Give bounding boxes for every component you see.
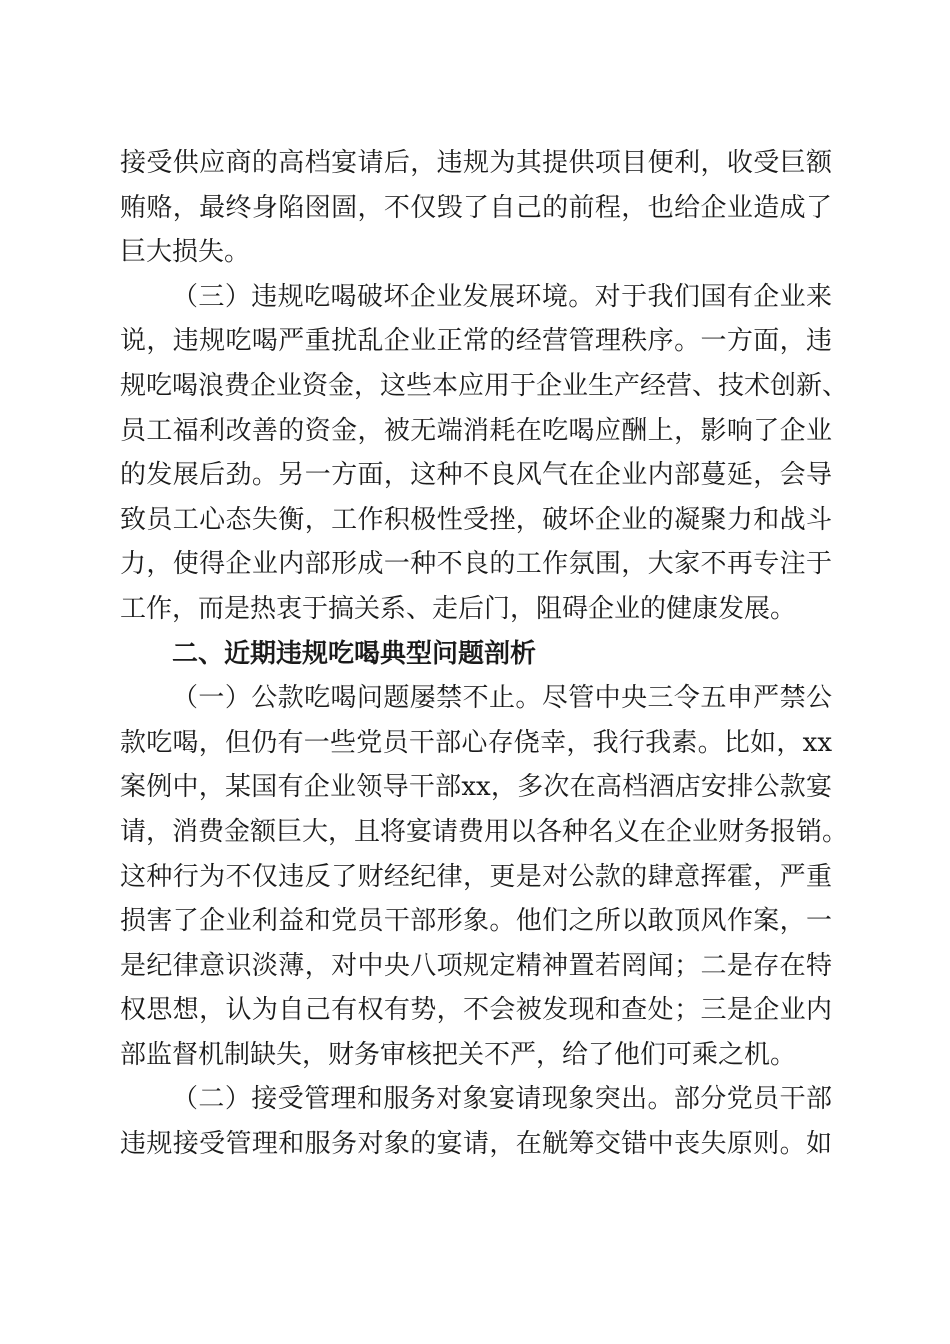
text-line: 的发展后劲。另一方面，这种不良风气在企业内部蔓延，会导 (120, 460, 832, 491)
text-line: 损害了企业利益和党员干部形象。他们之所以敢顶风作案，一 (120, 906, 832, 937)
text-line: 巨大损失。 (120, 237, 251, 268)
text-line: 员工福利改善的资金，被无端消耗在吃喝应酬上，影响了企业 (120, 415, 832, 446)
subsection-one-first-line: （一）公款吃喝问题屡禁不止。尽管中央三令五申严禁公 (172, 683, 832, 714)
text-line: 工作，而是热衷于搞关系、走后门，阻碍企业的健康发展。 (120, 593, 797, 624)
text-line: 说，违规吃喝严重扰乱企业正常的经营管理秩序。一方面，违 (120, 326, 832, 357)
subsection-two-first-line: （二）接受管理和服务对象宴请现象突出。部分党员干部 (172, 1084, 832, 1115)
text-line: 致员工心态失衡，工作积极性受挫，破坏企业的凝聚力和战斗 (120, 504, 832, 535)
text-line: 贿赂，最终身陷囹圄，不仅毁了自己的前程，也给企业造成了 (120, 192, 832, 223)
text-line: 部监督机制缺失，财务审核把关不严，给了他们可乘之机。 (120, 1039, 797, 1070)
text-line: 是纪律意识淡薄，对中央八项规定精神置若罔闻；二是存在特 (120, 950, 832, 981)
text-line: 力，使得企业内部形成一种不良的工作氛围，大家不再专注于 (120, 549, 832, 580)
text-line: 违规接受管理和服务对象的宴请，在觥筹交错中丧失原则。如 (120, 1129, 832, 1160)
text-line: 这种行为不仅违反了财经纪律，更是对公款的肆意挥霍，严重 (120, 861, 832, 892)
document-body (120, 141, 849, 1167)
section-heading: 二、近期违规吃喝典型问题剖析 (172, 638, 537, 669)
text-line: 权思想，认为自己有权有势，不会被发现和查处；三是企业内 (120, 995, 832, 1026)
text-line: 接受供应商的高档宴请后，违规为其提供项目便利，收受巨额 (120, 148, 832, 178)
text-line: 案例中，某国有企业领导干部xx，多次在高档酒店安排公款宴 (120, 772, 832, 803)
text-line: 请，消费金额巨大，且将宴请费用以各种名义在企业财务报销。 (120, 816, 849, 847)
text-line: 款吃喝，但仍有一些党员干部心存侥幸，我行我素。比如，xx (120, 727, 832, 758)
text-line: 规吃喝浪费企业资金，这些本应用于企业生产经营、技术创新、 (120, 370, 849, 401)
section-three-first-line: （三）违规吃喝破坏企业发展环境。对于我们国有企业来 (172, 281, 832, 312)
